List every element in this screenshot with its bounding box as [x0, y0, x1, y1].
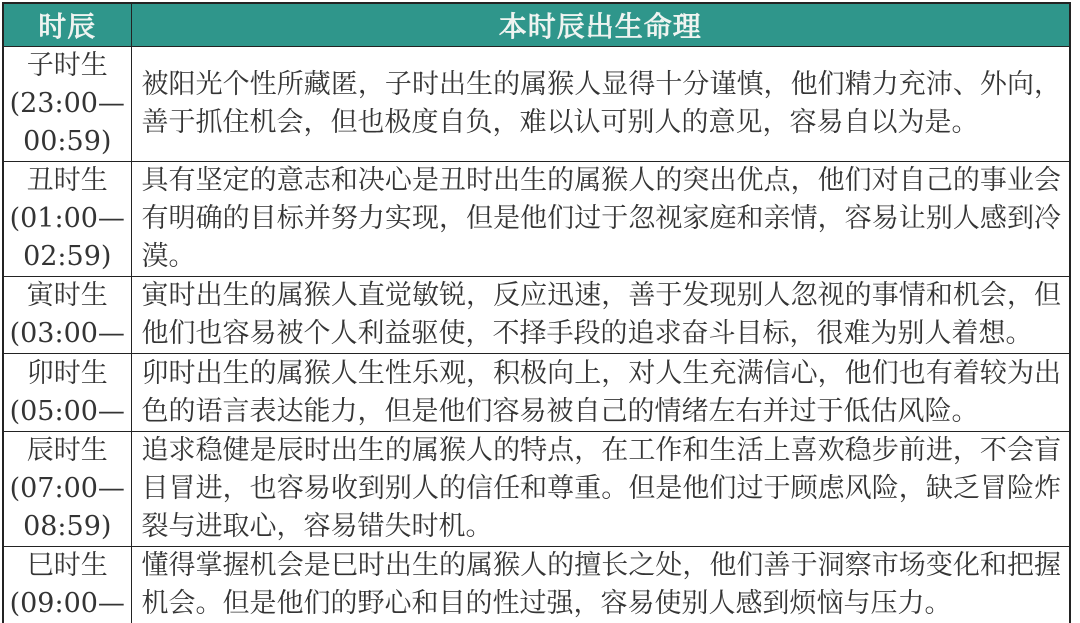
time-line: 辰时生: [26, 435, 108, 466]
table-row: [3, 547, 1070, 623]
fortune-text: 追求稳健是辰时出生的属猴人的特点，在工作和生活上喜欢稳步前进，不会盲目冒进，也容易收到别人的信任和尊重。但是他们过于顾虑风险，缺乏冒险炸裂与进取心，容易错失时机。: [141, 435, 1061, 542]
table-row: [3, 162, 1070, 277]
time-line: 08:59): [23, 511, 112, 542]
time-cell: [3, 547, 131, 623]
time-line: 丑时生: [26, 165, 108, 196]
time-line: 卯时生: [26, 357, 108, 389]
time-cell: [3, 47, 131, 162]
header-fortune-column: 本时辰出生命理: [131, 3, 1070, 47]
time-cell: [3, 432, 131, 547]
time-line: (03:00—: [9, 318, 125, 349]
fortune-text: 懂得掌握机会是巳时出生的属猴人的擅长之处，他们善于洞察市场变化和把握机会。但是他们的野心和目的性过强，容易使别人感到烦恼与压力。: [141, 550, 1061, 619]
time-cell: [3, 162, 131, 277]
fortune-cell: [131, 277, 1070, 354]
time-line: 巳时生: [26, 550, 108, 581]
fortune-text: 被阳光个性所藏匿，子时出生的属猴人显得十分谨慎，他们精力充沛、外向，善于抓住机会，但也极度自负，难以认可别人的意见，容易自以为是。: [141, 69, 1061, 138]
time-line: (07:00—: [9, 473, 125, 504]
time-cell: [3, 277, 131, 354]
time-line: (01:00—: [9, 203, 125, 234]
fortune-text: 卯时出生的属猴人生性乐观，积极向上，对人生充满信心，他们也有着较为出色的语言表达能力，但是他们容易被自己的情绪左右并过于低估风险。: [141, 357, 1061, 427]
fortune-cell: [131, 47, 1070, 162]
time-line: (23:00—: [9, 88, 125, 119]
time-line: 02:59): [23, 241, 112, 272]
fortune-cell: [131, 162, 1070, 277]
fortune-text: 具有坚定的意志和决心是丑时出生的属猴人的突出优点，他们对自己的事业会有明确的目标并努力实现，但是他们过于忽视家庭和亲情，容易让别人感到冷漠。: [141, 165, 1061, 272]
fortune-text: 寅时出生的属猴人直觉敏锐，反应迅速，善于发现别人忽视的事情和机会，但他们也容易被个人利益驱使，不择手段的追求奋斗目标，很难为别人着想。: [141, 280, 1061, 349]
time-line: (05:00—: [9, 395, 125, 427]
table-row: [3, 432, 1070, 547]
fortune-cell: [131, 432, 1070, 547]
time-line: 寅时生: [26, 280, 108, 311]
time-line: 子时生: [26, 50, 108, 81]
table-row: [3, 277, 1070, 354]
fortune-cell: [131, 354, 1070, 432]
fortune-cell: [131, 547, 1070, 623]
table-row: [3, 47, 1070, 162]
header-time-column: 时辰: [3, 3, 131, 47]
time-cell: [3, 354, 131, 432]
time-line: 00:59): [23, 126, 112, 157]
header-row: [3, 3, 1070, 47]
time-line: (09:00—: [9, 588, 125, 619]
table-row: [3, 354, 1070, 432]
fortune-table: [2, 2, 1071, 623]
